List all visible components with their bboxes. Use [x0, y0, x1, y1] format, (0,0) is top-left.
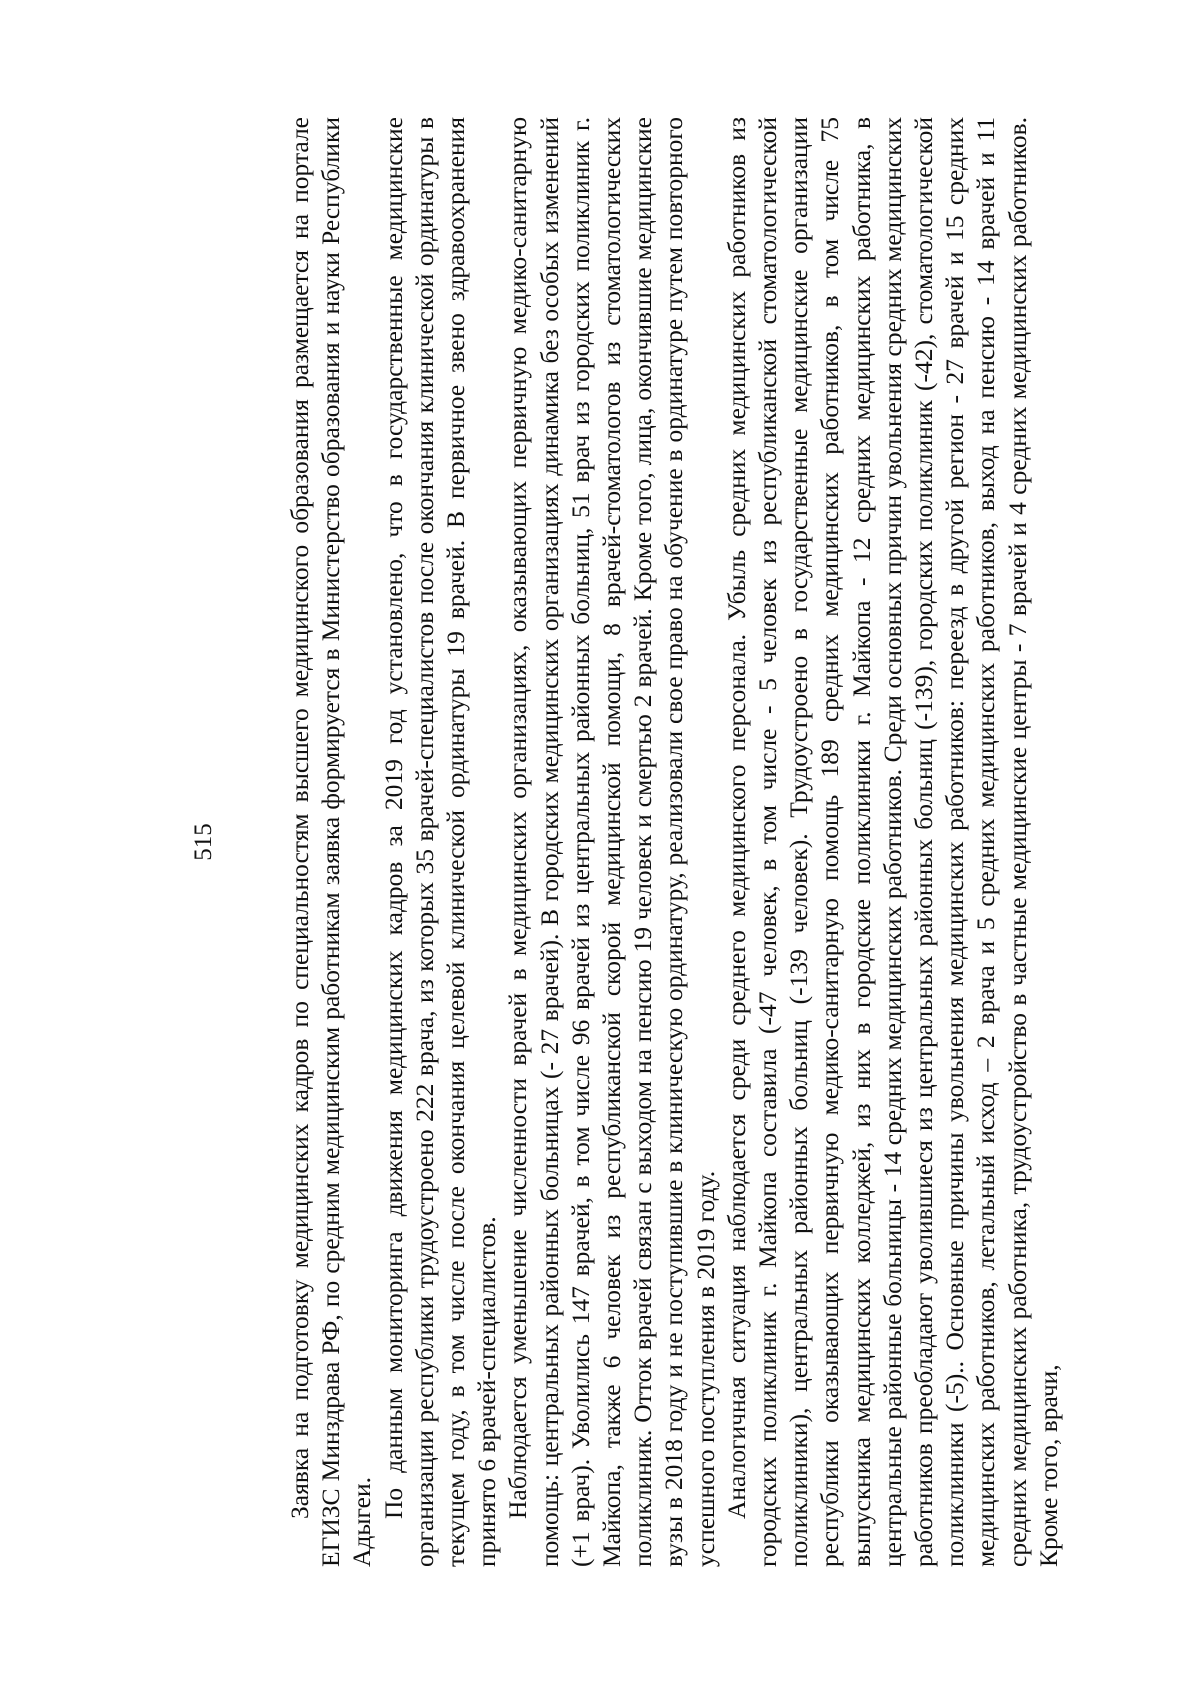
paragraph: Аналогичная ситуация наблюдается среди среднего медицинского персонала. Убыль средних медицинских работников из городских поликлиник г. Майкопа составила (-47 человек, в том числе - 5 человек из республиканской стоматологической поликлиники), центральных районных больниц (-139 человек). Трудоустроено в государственные медицинские организации республики оказывающих первичную медико-санитарную помощь 189 средних медицинских работников, в том числе 75 выпускника медицинских колледжей, из них в городские поликлиники г. Майкопа - 12 средних медицинских работника, в центральные районные больницы - 14 средних медицинских работников. Среди основных причин увольнения средних медицинских работников преобладают уволившиеся из центральных районных больниц (-139), городских поликлиник (-42), стоматологической поликлиники (-5).. Основные причины увольнения медицинских работников: переезд в другой регион - 27 врачей и 15 средних медицинских работников, летальный исход – 2 врача и 5 средних медицинских работников, выход на пенсию - 14 врачей и 11 средних медицинских работника, трудоустройство в частные медицинские центры - 7 врачей и 4 средних медицинских работников. Кроме того, врачи,: [721, 117, 1063, 1567]
rotated-page-content: [188, 117, 1063, 1567]
body-text: [284, 117, 1064, 1567]
paragraph: По данным мониторинга движения медицинских кадров за 2019 год установлено, что в государственные медицинские организации республики трудоустроено 222 врача, из которых 35 врачей-специалистов после окончания клинической ординатуры в текущем году, в том числе после окончания целевой клинической ординатуры 19 врачей. В первичное звено здравоохранения принято 6 врачей-специалистов.: [378, 117, 502, 1567]
paragraph: Заявка на подготовку медицинских кадров по специальностям высшего медицинского образования размещается на портале ЕГИЗС Минздрава РФ, по средним медицинским работникам заявка формируется в Министерство образования и науки Республики Адыгеи.: [285, 117, 377, 1567]
page-number: 515: [190, 823, 217, 861]
paragraph: Наблюдается уменьшение численности врачей в медицинских организациях, оказывающих первичную медико-санитарную помощь: центральных районных больницах (- 27 врачей). В городских медицинских организациях динамика без особых изменений (+1 врач). Уволились 147 врачей, в том числе 96 врачей из центральных районных больниц, 51 врач из городских поликлиник г. Майкопа, также 6 человек из республиканской скорой медицинской помощи, 8 врачей-стоматологов из стоматологических поликлиник. Отток врачей связан с выходом на пенсию 19 человек и смертью 2 врачей. Кроме того, лица, окончившие медицинские вузы в 2018 году и не поступившие в клиническую ординатуру, реализовали свое право на обучение в ординатуре путем повторного успешного поступления в 2019 году.: [503, 117, 720, 1567]
